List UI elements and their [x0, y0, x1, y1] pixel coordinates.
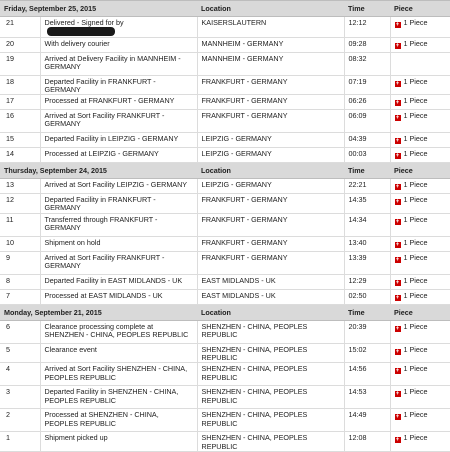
event-time: 12:12: [344, 17, 390, 38]
piece-label[interactable]: 1 Piece: [403, 252, 428, 262]
date-header: Friday, September 25, 2015: [0, 1, 197, 17]
piece-cell[interactable]: [390, 52, 450, 75]
event-time: 06:26: [344, 95, 390, 110]
piece-column-header: Piece: [390, 304, 450, 320]
expand-plus-icon[interactable]: +: [395, 391, 400, 398]
time-column-header: Time: [344, 163, 390, 179]
table-row: [0, 110, 450, 133]
event-description: Shipment picked up: [44, 433, 108, 443]
expand-plus-icon[interactable]: +: [395, 80, 400, 87]
expand-plus-icon[interactable]: +: [395, 368, 400, 375]
event-time: 15:02: [344, 343, 390, 363]
event-time: 02:50: [344, 289, 390, 304]
event-time: 14:56: [344, 363, 390, 386]
event-time: 06:09: [344, 110, 390, 133]
piece-label[interactable]: 1 Piece: [403, 275, 428, 285]
piece-label[interactable]: 1 Piece: [403, 195, 428, 205]
event-number: 6: [0, 320, 40, 343]
event-location: FRANKFURT - GERMANY: [197, 110, 344, 133]
expand-plus-icon[interactable]: +: [395, 199, 400, 206]
event-number: 5: [0, 343, 40, 363]
event-description-cell: [40, 363, 197, 386]
event-description: Arrived at Sort Facility LEIPZIG - GERMANY: [44, 180, 188, 190]
date-header: Thursday, September 24, 2015: [0, 163, 197, 179]
piece-label[interactable]: 1 Piece: [403, 214, 428, 224]
event-location: FRANKFURT - GERMANY: [197, 236, 344, 251]
event-time: 12:08: [344, 432, 390, 452]
event-location: SHENZHEN - CHINA, PEOPLES REPUBLIC: [197, 386, 344, 409]
table-row: [0, 274, 450, 289]
table-row: [0, 17, 450, 38]
time-column-header: Time: [344, 304, 390, 320]
piece-cell[interactable]: [390, 148, 450, 163]
event-number: 4: [0, 363, 40, 386]
table-row: [0, 289, 450, 304]
table-row: [0, 251, 450, 274]
piece-cell[interactable]: [390, 95, 450, 110]
event-location: KAISERSLAUTERN: [197, 17, 344, 38]
piece-label[interactable]: 1 Piece: [403, 433, 428, 443]
event-description: Arrived at Delivery Facility in MANNHEIM - GERMANY: [44, 53, 181, 71]
table-row: [0, 52, 450, 75]
expand-plus-icon[interactable]: +: [395, 325, 400, 332]
event-number: 10: [0, 236, 40, 251]
expand-plus-icon[interactable]: +: [395, 138, 400, 145]
event-location: SHENZHEN - CHINA, PEOPLES REPUBLIC: [197, 343, 344, 363]
expand-plus-icon[interactable]: +: [395, 218, 400, 225]
date-group-header: [0, 163, 450, 179]
event-time: 14:34: [344, 213, 390, 236]
event-location: FRANKFURT - GERMANY: [197, 194, 344, 214]
date-group-header: [0, 304, 450, 320]
event-time: 09:28: [344, 37, 390, 52]
event-time: 13:40: [344, 236, 390, 251]
piece-cell[interactable]: [390, 274, 450, 289]
piece-cell[interactable]: [390, 386, 450, 409]
piece-cell[interactable]: [390, 409, 450, 432]
piece-label[interactable]: 1 Piece: [403, 364, 428, 374]
event-description: Arrived at Sort Facility FRANKFURT - GERMANY: [44, 111, 165, 129]
event-description-cell: [40, 52, 197, 75]
event-description-cell: [40, 194, 197, 214]
table-row: [0, 148, 450, 163]
expand-plus-icon[interactable]: +: [395, 42, 400, 49]
event-location: EAST MIDLANDS - UK: [197, 274, 344, 289]
event-location: FRANKFURT - GERMANY: [197, 251, 344, 274]
event-number: 13: [0, 179, 40, 194]
piece-column-header: Piece: [390, 1, 450, 17]
piece-label[interactable]: 1 Piece: [403, 111, 428, 121]
date-header: Monday, September 21, 2015: [0, 304, 197, 320]
event-time: 04:39: [344, 133, 390, 148]
event-description-cell: [40, 320, 197, 343]
event-description: Processed at SHENZHEN - CHINA, PEOPLES REPUBLIC: [44, 410, 159, 428]
piece-cell[interactable]: [390, 75, 450, 95]
event-number: 11: [0, 213, 40, 236]
event-description: Clearance processing complete at SHENZHEN - CHINA, PEOPLES REPUBLIC: [44, 321, 189, 340]
piece-label[interactable]: 1 Piece: [403, 38, 428, 48]
event-number: 16: [0, 110, 40, 133]
event-number: 17: [0, 95, 40, 110]
piece-label[interactable]: 1 Piece: [403, 344, 428, 354]
event-location: LEIPZIG - GERMANY: [197, 133, 344, 148]
event-number: 9: [0, 251, 40, 274]
table-row: [0, 386, 450, 409]
event-description-cell: [40, 179, 197, 194]
table-row: [0, 133, 450, 148]
event-description: Processed at EAST MIDLANDS - UK: [44, 290, 163, 300]
piece-column-header: Piece: [390, 163, 450, 179]
piece-cell[interactable]: [390, 179, 450, 194]
event-location: LEIPZIG - GERMANY: [197, 148, 344, 163]
event-number: 12: [0, 194, 40, 214]
expand-plus-icon[interactable]: +: [395, 414, 400, 421]
event-description: Arrived at Sort Facility FRANKFURT - GERMANY: [44, 252, 165, 271]
event-time: 22:21: [344, 179, 390, 194]
event-number: 19: [0, 52, 40, 75]
piece-cell[interactable]: [390, 320, 450, 343]
event-description-cell: [40, 133, 197, 148]
piece-label[interactable]: 1 Piece: [403, 76, 428, 86]
piece-label[interactable]: 1 Piece: [403, 237, 428, 247]
event-description: With delivery courier: [44, 38, 110, 48]
piece-label[interactable]: 1 Piece: [403, 180, 428, 190]
event-time: 14:35: [344, 194, 390, 214]
expand-plus-icon[interactable]: +: [395, 115, 400, 122]
piece-cell[interactable]: [390, 251, 450, 274]
event-description: Delivered - Signed for by: [44, 18, 124, 27]
event-number: 8: [0, 274, 40, 289]
piece-cell[interactable]: [390, 17, 450, 38]
table-row: [0, 179, 450, 194]
piece-label[interactable]: 1 Piece: [403, 18, 428, 27]
event-number: 3: [0, 386, 40, 409]
piece-label[interactable]: 1 Piece: [403, 290, 428, 300]
piece-label[interactable]: 1 Piece: [403, 410, 428, 420]
expand-plus-icon[interactable]: +: [395, 22, 400, 28]
redacted-signature: [47, 27, 115, 36]
piece-cell[interactable]: [390, 133, 450, 148]
expand-plus-icon[interactable]: +: [395, 241, 400, 248]
piece-cell[interactable]: [390, 363, 450, 386]
event-time: 13:39: [344, 251, 390, 274]
event-description-cell: [40, 386, 197, 409]
table-row: [0, 95, 450, 110]
event-number: 18: [0, 75, 40, 95]
event-description: Transferred through FRANKFURT - GERMANY: [44, 214, 158, 233]
piece-label[interactable]: 1 Piece: [403, 387, 428, 397]
piece-label[interactable]: 1 Piece: [403, 96, 428, 106]
event-description: Shipment on hold: [44, 237, 101, 247]
event-time: 14:49: [344, 409, 390, 432]
expand-plus-icon[interactable]: +: [395, 256, 400, 263]
table-row: [0, 194, 450, 214]
event-description: Processed at FRANKFURT - GERMANY: [44, 96, 175, 106]
event-description-cell: [40, 75, 197, 95]
event-location: SHENZHEN - CHINA, PEOPLES REPUBLIC: [197, 409, 344, 432]
event-location: MANNHEIM - GERMANY: [197, 52, 344, 75]
expand-plus-icon[interactable]: +: [395, 153, 400, 160]
piece-label[interactable]: 1 Piece: [403, 321, 428, 331]
tracking-table-body: [0, 1, 450, 452]
event-description-cell: [40, 236, 197, 251]
event-time: 07:19: [344, 75, 390, 95]
event-description-cell: [40, 274, 197, 289]
time-column-header: Time: [344, 1, 390, 17]
event-description: Departed Facility in FRANKFURT - GERMANY: [44, 195, 156, 213]
table-row: [0, 320, 450, 343]
event-time: 20:39: [344, 320, 390, 343]
expand-plus-icon[interactable]: +: [395, 100, 400, 107]
location-column-header: Location: [197, 304, 344, 320]
event-description: Departed Facility in LEIPZIG - GERMANY: [44, 134, 179, 144]
table-row: [0, 363, 450, 386]
event-time: 14:53: [344, 386, 390, 409]
event-location: SHENZHEN - CHINA, PEOPLES REPUBLIC: [197, 320, 344, 343]
table-row: [0, 213, 450, 236]
event-description: Clearance event: [44, 344, 97, 354]
expand-plus-icon[interactable]: +: [395, 184, 400, 191]
event-description-cell: [40, 148, 197, 163]
piece-cell[interactable]: [390, 194, 450, 214]
event-number: 2: [0, 409, 40, 432]
event-number: 1: [0, 432, 40, 452]
table-row: [0, 343, 450, 363]
expand-plus-icon[interactable]: +: [395, 279, 400, 286]
piece-cell[interactable]: [390, 213, 450, 236]
event-location: FRANKFURT - GERMANY: [197, 213, 344, 236]
table-row: [0, 236, 450, 251]
event-time: 00:03: [344, 148, 390, 163]
event-description: Departed Facility in EAST MIDLANDS - UK: [44, 275, 183, 285]
event-description-cell: [40, 37, 197, 52]
event-description-cell: [40, 213, 197, 236]
event-location: SHENZHEN - CHINA, PEOPLES REPUBLIC: [197, 363, 344, 386]
event-description-cell: [40, 343, 197, 363]
expand-plus-icon[interactable]: +: [395, 294, 400, 301]
table-row: [0, 75, 450, 95]
event-location: FRANKFURT - GERMANY: [197, 95, 344, 110]
event-description-cell: [40, 432, 197, 452]
event-description-cell: [40, 110, 197, 133]
piece-cell[interactable]: [390, 37, 450, 52]
location-column-header: Location: [197, 1, 344, 17]
event-location: LEIPZIG - GERMANY: [197, 179, 344, 194]
date-group-header: [0, 1, 450, 17]
event-description-cell: [40, 289, 197, 304]
event-description-cell: [40, 409, 197, 432]
piece-label[interactable]: 1 Piece: [403, 134, 428, 144]
location-column-header: Location: [197, 163, 344, 179]
event-number: 14: [0, 148, 40, 163]
piece-label[interactable]: 1 Piece: [403, 149, 428, 159]
event-description: Arrived at Sort Facility SHENZHEN - CHINA, PEOPLES REPUBLIC: [44, 364, 188, 382]
piece-cell[interactable]: [390, 343, 450, 363]
expand-plus-icon[interactable]: +: [395, 348, 400, 355]
table-row: [0, 409, 450, 432]
piece-cell[interactable]: [390, 289, 450, 304]
event-description-cell: [40, 95, 197, 110]
event-number: 21: [0, 17, 40, 38]
event-number: 20: [0, 37, 40, 52]
event-description-cell: [40, 17, 197, 38]
event-location: FRANKFURT - GERMANY: [197, 75, 344, 95]
event-description: Departed Facility in FRANKFURT - GERMANY: [44, 76, 156, 94]
table-row: [0, 37, 450, 52]
event-number: 7: [0, 289, 40, 304]
expand-plus-icon[interactable]: +: [395, 437, 400, 444]
event-number: 15: [0, 133, 40, 148]
piece-cell[interactable]: [390, 432, 450, 452]
piece-cell[interactable]: [390, 110, 450, 133]
piece-cell[interactable]: [390, 236, 450, 251]
event-location: MANNHEIM - GERMANY: [197, 37, 344, 52]
event-description-cell: [40, 251, 197, 274]
event-description: Departed Facility in SHENZHEN - CHINA, PEOPLES REPUBLIC: [44, 387, 179, 405]
event-description: Processed at LEIPZIG - GERMANY: [44, 149, 159, 159]
event-location: SHENZHEN - CHINA, PEOPLES REPUBLIC: [197, 432, 344, 452]
event-time: 12:29: [344, 274, 390, 289]
table-row: [0, 432, 450, 452]
event-location: EAST MIDLANDS - UK: [197, 289, 344, 304]
event-time: 08:32: [344, 52, 390, 75]
